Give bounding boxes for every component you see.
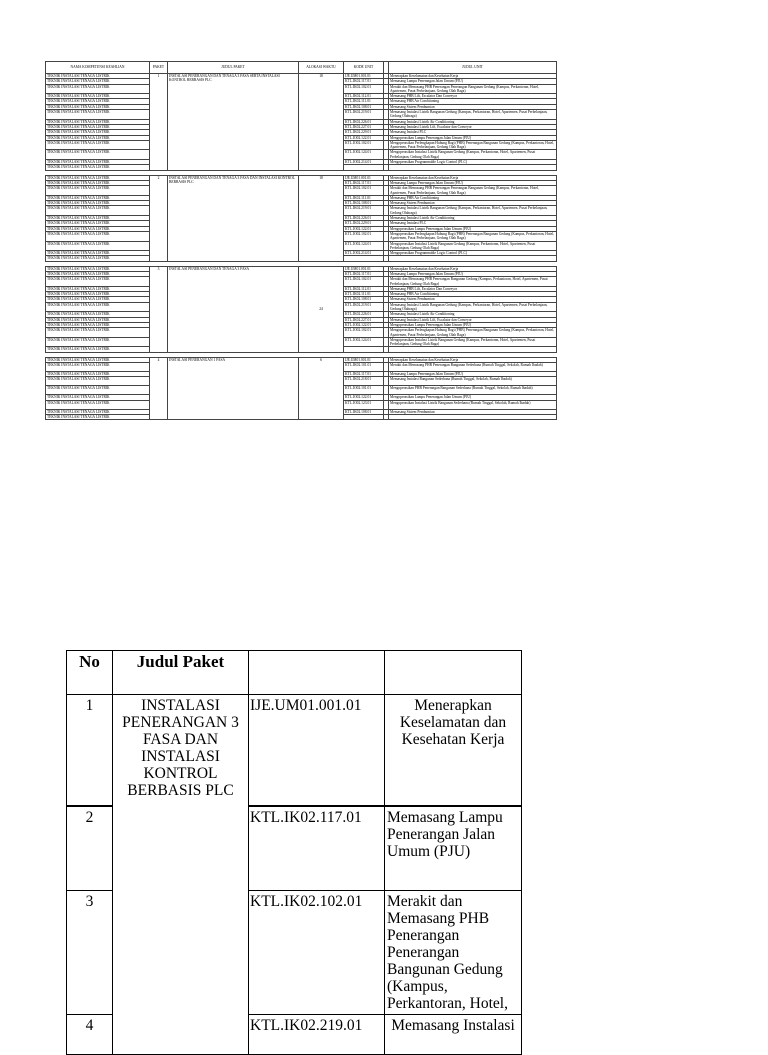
unit-title: Mengoperasikan PHB Penerangan Bangunan Sederhana (Rumah Tinggal, Sekolah, Rumah Ibadah) [389,386,557,395]
unit-title: Mengoperasikan Programmable Logic Control (PLC) [389,160,557,165]
unit-title: Memasang Lampu Penerangan Jalan Umum (PJU) [389,372,557,377]
unit-title: Menerapkan Keselamatan dan Kesehatan Kerja [385,695,522,806]
unit-title: Memasang Instalasi Listrik Air Conditioning [389,119,557,124]
kompetensi-cell: TEKNIK INSTALASI TENAGA LISTRIK [46,414,150,419]
unit-title: Mengoperasikan Instalasi Listrik Bangunan Sederhana (Rumah Tinggal, Sekolah, Rumah Ibadah) [389,400,557,409]
unit-code: IJE.UM01.001.01 [344,357,384,362]
kompetensi-cell: TEKNIK INSTALASI TENAGA LISTRIK [46,94,150,99]
unit-code: KTL.IO02.102.01 [344,231,384,241]
unit-title: Memasang Instalasi Listrik Bangunan Gedung (Kampus, Perkantoran, Hotel, Apartemen, Pusat Perbelanjaan, Gedung Olahraga) [389,302,557,312]
unit-title [389,414,557,419]
kompetensi-cell: TEKNIK INSTALASI TENAGA LISTRIK [46,110,150,120]
unit-title: Mengoperasikan Lampu Penerangan Jalan Umum (PJU) [389,322,557,327]
kompetensi-cell: TEKNIK INSTALASI TENAGA LISTRIK [46,195,150,200]
kompetensi-cell: TEKNIK INSTALASI TENAGA LISTRIK [46,186,150,196]
kompetensi-cell: TEKNIK INSTALASI TENAGA LISTRIK [46,135,150,140]
kompetensi-cell: TEKNIK INSTALASI TENAGA LISTRIK [46,400,150,409]
unit-title: Memasang PHB Lift, Escalator Dan Conveyor [389,286,557,291]
small-header-cell: KODE UNIT [344,62,384,74]
unit-title: Memasang Instalasi PLC [389,130,557,135]
kompetensi-cell: TEKNIK INSTALASI TENAGA LISTRIK [46,119,150,124]
unit-code: KTL.IO02.102.01 [344,328,384,338]
small-table-head [46,62,557,74]
paket-waktu: 24 [299,266,344,352]
unit-code: KTL.IK02.102.01 [249,891,385,1015]
kompetensi-cell: TEKNIK INSTALASI TENAGA LISTRIK [46,231,150,241]
unit-title: Memasang Instalasi Listrik Lift, Escalator dan Conveyor [389,124,557,129]
paket-no: 4 [150,357,168,419]
unit-title: Mengoperasikan Instalasi Listrik Bangunan Gedung (Kampus, Perkantoran, Hotel, Apartemen, Pusat Perbelanjaan, Gedung Olah Raga) [389,241,557,251]
paket-title: INSTALASI PENERANGAN DAN TENAGA 3 FASA DAN INSTALASI KONTROL BERBASIS PLC [168,175,299,261]
unit-title: Mengoperasikan Instalasi Listrik Bangunan Gedung (Kampus, Perkantoran, Hotel, Apartemen, Pusat Perbelanjaan, Gedung Olah Raga) [389,337,557,347]
kompetensi-cell: TEKNIK INSTALASI TENAGA LISTRIK [46,377,150,386]
unit-code: KTL.IK02.102.01 [344,84,384,94]
unit-code: IJE.UM01.001.01 [344,74,384,79]
unit-title: Memasang Instalasi Listrik Bangunan Gedung (Kampus, Perkantoran, Hotel, Apartemen, Pusat Perbelanjaan, Gedung Olahraga) [389,110,557,120]
row-no: 2 [67,806,113,891]
small-table-body [46,74,557,420]
kompetensi-cell: TEKNIK INSTALASI TENAGA LISTRIK [46,395,150,400]
paket-title: INSTALASI PENERANGAN DAN TENAGA 3 FASA [168,266,299,352]
paket-no: 2 [150,175,168,261]
unit-title: Memasang Instalasi Listrik Air Conditioning [389,312,557,317]
unit-title: Memasang Instalasi Listrik Lift, Escalator dan Conveyor [389,317,557,322]
kompetensi-cell: TEKNIK INSTALASI TENAGA LISTRIK [46,347,150,352]
paket-waktu: 18 [299,175,344,261]
unit-code: KTL.IK02.117.01 [344,180,384,185]
small-header-cell: JUDUL UNIT [389,62,557,74]
unit-code: KTL.IO02.124.01 [344,150,384,160]
unit-code: KTL.IK02.219.01 [249,1015,385,1055]
unit-title: Memasang PHB Air Conditioning [389,99,557,104]
unit-code: KTL.IK02.108.01 [344,104,384,109]
unit-title: Memasang Lampu Penerangan Jalan Umum (PJU) [385,806,522,891]
kompetensi-cell: TEKNIK INSTALASI TENAGA LISTRIK [46,317,150,322]
kompetensi-cell: TEKNIK INSTALASI TENAGA LISTRIK [46,372,150,377]
kompetensi-cell: TEKNIK INSTALASI TENAGA LISTRIK [46,286,150,291]
unit-code: KTL.IK02.227.01 [344,317,384,322]
unit-code: KTL.IK02.102.01 [344,277,384,287]
unit-title: Memasang Lampu Penerangan Jalan Umum (PJU) [389,271,557,276]
unit-title: Memasang Sistem Pembumian [389,409,557,414]
unit-code: KTL.IO02.124.01 [344,241,384,251]
kompetensi-cell: TEKNIK INSTALASI TENAGA LISTRIK [46,79,150,84]
unit-code: KTL.IO02.124.01 [344,337,384,347]
unit-code: KTL.IK02.111.01 [344,292,384,297]
paket-no: 1 [150,74,168,171]
unit-title: Memasang Instalasi Listrik Bangunan Gedung (Kampus, Perkantoran, Hotel, Apartemen, Pusat Perbelanjaan, Gedung Olahraga) [389,206,557,216]
unit-code: KTL.IK02.117.01 [344,79,384,84]
header-judul-unit [385,651,522,695]
unit-code: KTL.IK02.111.01 [344,195,384,200]
package-title: INSTALASI PENERANGAN 3 FASA DAN INSTALASI KONTROL BERBASIS PLC [113,695,249,1055]
unit-code: KTL.IK02.102.01 [344,186,384,196]
unit-title: Menerapkan Keselamatan dan Kesehatan Kerja [389,175,557,180]
unit-code: KTL.IO02.214.01 [344,251,384,256]
unit-code: KTL.IK02.108.01 [344,201,384,206]
unit-title: Merakit dan Memasang PHB Penerangan Bangunan Gedung (Kampus, Perkantoran, Hotel, Apartemen, Pusat Perbelanjaan, Gedung Olah Raga) [389,277,557,287]
unit-title: Merakit dan Memasang PHB Penerangan Bangunan Sederhana (Rumah Tinggal, Sekolah, Rumah Ibadah) [389,363,557,372]
header-kode-unit [249,651,385,695]
unit-code: KTL.IO02.122.01 [344,395,384,400]
unit-title: Mengoperasikan Instalasi Listrik Bangunan Gedung (Kampus, Perkantoran, Hotel, Apartemen, Pusat Perbelanjaan, Gedung Olah Raga) [389,150,557,160]
unit-title: Mengoperasikan Lampu Penerangan Jalan Umum (PJU) [389,395,557,400]
unit-code: IJE.UM01.001.01 [249,695,385,806]
unit-code: KTL.IK02.219.01 [344,206,384,216]
kompetensi-cell: TEKNIK INSTALASI TENAGA LISTRIK [46,302,150,312]
unit-code: KTL.IO02.122.01 [344,135,384,140]
row-no: 3 [67,891,113,1015]
unit-title: Memasang Lampu Penerangan Jalan Umum (PJU) [389,180,557,185]
kompetensi-cell: TEKNIK INSTALASI TENAGA LISTRIK [46,226,150,231]
unit-code: KTL.IK02.108.01 [344,297,384,302]
unit-code: KTL.IK02.219.01 [344,110,384,120]
kompetensi-cell: TEKNIK INSTALASI TENAGA LISTRIK [46,150,150,160]
unit-title: Menerapkan Keselamatan dan Kesehatan Kerja [389,74,557,79]
small-table-header-row [46,62,557,74]
unit-code: KTL.IK02.218.01 [344,377,384,386]
kompetensi-cell: TEKNIK INSTALASI TENAGA LISTRIK [46,180,150,185]
kompetensi-cell: TEKNIK INSTALASI TENAGA LISTRIK [46,221,150,226]
kompetensi-cell: TEKNIK INSTALASI TENAGA LISTRIK [46,216,150,221]
unit-title: Memasang Sistem Pembumian [389,297,557,302]
kompetensi-cell: TEKNIK INSTALASI TENAGA LISTRIK [46,297,150,302]
paket-title: INSTALASI PENERANGAN DAN TENAGA 3 FASA SERTA INSTALASI KONTROL BERBASIS PLC [168,74,299,171]
competency-package-table [45,61,557,420]
kompetensi-cell: TEKNIK INSTALASI TENAGA LISTRIK [46,201,150,206]
kompetensi-cell: TEKNIK INSTALASI TENAGA LISTRIK [46,84,150,94]
kompetensi-cell: TEKNIK INSTALASI TENAGA LISTRIK [46,312,150,317]
unit-code: KTL.IO02.214.01 [344,160,384,165]
unit-code: KTL.IK02.117.01 [344,271,384,276]
kompetensi-cell: TEKNIK INSTALASI TENAGA LISTRIK [46,409,150,414]
unit-title: Merakit dan Memasang PHB Penerangan Penerangan Bangunan Gedung (Kampus, Perkantoran, Hotel, Apartemen, Pusat Perbelanjaan, Gedung Olah Raga) [389,186,557,196]
unit-title: Mengoperasikan Perlengkapan Hubung Bagi (PHB) Penerangan Bangunan Gedung (Kampus, Perkantoran, Hotel, Apartemen, Pusat Perbelanjaan, Gedung Olah Raga) [389,140,557,150]
kompetensi-cell: TEKNIK INSTALASI TENAGA LISTRIK [46,337,150,347]
unit-title: Memasang PHB Lift, Escalator Dan Conveyor [389,94,557,99]
kompetensi-cell: TEKNIK INSTALASI TENAGA LISTRIK [46,206,150,216]
small-header-cell: NAMA KOMPETENSI KEAHLIAN [46,62,150,74]
kompetensi-cell: TEKNIK INSTALASI TENAGA LISTRIK [46,271,150,276]
unit-title: Mengoperasikan Programmable Logic Control (PLC) [389,251,557,256]
unit-title: Memasang Instalasi PLC [389,221,557,226]
unit-code: KTL.IK02.229.01 [344,221,384,226]
unit-title: Memasang Instalasi [385,1015,522,1055]
unit-code: KTL.IO02.122.01 [344,226,384,231]
kompetensi-cell: TEKNIK INSTALASI TENAGA LISTRIK [46,357,150,362]
table-row [67,695,522,806]
kompetensi-cell: TEKNIK INSTALASI TENAGA LISTRIK [46,251,150,256]
unit-code: KTL.IK02.101.01 [344,363,384,372]
kompetensi-cell: TEKNIK INSTALASI TENAGA LISTRIK [46,266,150,271]
header-judul-paket: Judul Paket [113,651,249,695]
unit-title: Memasang Instalasi Listrik Air Conditioning [389,216,557,221]
unit-code: IJE.UM01.001.01 [344,266,384,271]
unit-code: KTL.IK02.226.01 [344,119,384,124]
unit-code: KTL.IK02.229.01 [344,130,384,135]
kompetensi-cell: TEKNIK INSTALASI TENAGA LISTRIK [46,74,150,79]
unit-title: Memasang PHB Air Conditioning [389,195,557,200]
kompetensi-cell: TEKNIK INSTALASI TENAGA LISTRIK [46,175,150,180]
kompetensi-cell: TEKNIK INSTALASI TENAGA LISTRIK [46,363,150,372]
unit-title: Mengoperasikan Lampu Penerangan Jalan Umum (PJU) [389,226,557,231]
unit-code: KTL.IO02.123.01 [344,400,384,409]
unit-title: Memasang Sistem Pembumian [389,104,557,109]
unit-code: KTL.IK02.219.01 [344,302,384,312]
unit-code: KTL.IO02.101.01 [344,386,384,395]
kompetensi-cell: TEKNIK INSTALASI TENAGA LISTRIK [46,165,150,170]
kompetensi-cell: TEKNIK INSTALASI TENAGA LISTRIK [46,328,150,338]
unit-title: Merakit dan Memasang PHB Penerangan Penerangan Bangunan Gedung (Kampus, Perkantoran, Hotel, Apartemen, Pusat Perbelanjaan, Gedung Olah Raga) [389,84,557,94]
unit-title: Merakit dan Memasang PHB Penerangan Penerangan Bangunan Gedung (Kampus, Perkantoran, Hotel, [385,891,522,1015]
unit-title: Memasang Sistem Pembumian [389,201,557,206]
big-table-header-row [67,651,522,695]
unit-title: Memasang Instalasi Bangunan Sederhana (Rumah Tinggal, Sekolah, Rumah Ibadah) [389,377,557,386]
kompetensi-cell: TEKNIK INSTALASI TENAGA LISTRIK [46,130,150,135]
unit-code: KTL.IK02.226.01 [344,216,384,221]
unit-code: KTL.IK02.108.01 [344,409,384,414]
kompetensi-cell: TEKNIK INSTALASI TENAGA LISTRIK [46,124,150,129]
unit-title: Mengoperasikan Perlengkapan Hubung Bagi (PHB) Penerangan Bangunan Gedung (Kampus, Perkantoran, Hotel, Apartemen, Pusat Perbelanjaan, Gedung Olah Raga) [389,231,557,241]
paket-title: INSTALASI PENERANGAN 1 FASA [168,357,299,419]
unit-code: KTL.IK02.227.01 [344,124,384,129]
paket-waktu: 6 [299,357,344,419]
unit-code: KTL.IK02.226.01 [344,312,384,317]
unit-code: KTL.IO02.102.01 [344,140,384,150]
kompetensi-cell: TEKNIK INSTALASI TENAGA LISTRIK [46,241,150,251]
unit-code: KTL.IK02.117.01 [249,806,385,891]
unit-code [344,414,384,419]
unit-code: KTL.IK02.111.01 [344,99,384,104]
kompetensi-cell: TEKNIK INSTALASI TENAGA LISTRIK [46,386,150,395]
kompetensi-cell: TEKNIK INSTALASI TENAGA LISTRIK [46,160,150,165]
unit-code: KTL.IK02.112.01 [344,94,384,99]
kompetensi-cell: TEKNIK INSTALASI TENAGA LISTRIK [46,292,150,297]
kompetensi-cell: TEKNIK INSTALASI TENAGA LISTRIK [46,104,150,109]
unit-title: Memasang PHB Air Conditioning [389,292,557,297]
small-header-cell: ALOKASI WAKTU [299,62,344,74]
unit-title: Menerapkan Keselamatan dan Kesehatan Kerja [389,266,557,271]
paket-waktu: 18 [299,74,344,171]
small-header-cell: PAKET [150,62,168,74]
kompetensi-cell: TEKNIK INSTALASI TENAGA LISTRIK [46,140,150,150]
kompetensi-cell: TEKNIK INSTALASI TENAGA LISTRIK [46,322,150,327]
unit-title: Mengoperasikan Perlengkapan Hubung Bagi (PHB) Penerangan Bangunan Gedung (Kampus, Perkantoran, Hotel, Apartemen, Pusat Perbelanjaan, Gedung Olah Raga) [389,328,557,338]
unit-code: KTL.IK02.112.01 [344,286,384,291]
unit-code: KTL.IK02.117.01 [344,372,384,377]
unit-title: Mengoperasikan Lampu Penerangan Jalan Umum (PJU) [389,135,557,140]
unit-code: IJE.UM01.001.01 [344,175,384,180]
package-detail-table [66,650,522,1055]
unit-code: KTL.IO02.122.01 [344,322,384,327]
unit-title: Menerapkan Keselamatan dan Kesehatan Kerja [389,357,557,362]
small-header-cell: JUDUL PAKET [168,62,299,74]
paket-no: 3 [150,266,168,352]
kompetensi-cell: TEKNIK INSTALASI TENAGA LISTRIK [46,99,150,104]
kompetensi-cell: TEKNIK INSTALASI TENAGA LISTRIK [46,277,150,287]
row-no: 1 [67,695,113,806]
row-no: 4 [67,1015,113,1055]
kompetensi-cell: TEKNIK INSTALASI TENAGA LISTRIK [46,256,150,261]
header-no: No [67,651,113,695]
unit-title: Memasang Lampu Penerangan Jalan Umum (PJU) [389,79,557,84]
